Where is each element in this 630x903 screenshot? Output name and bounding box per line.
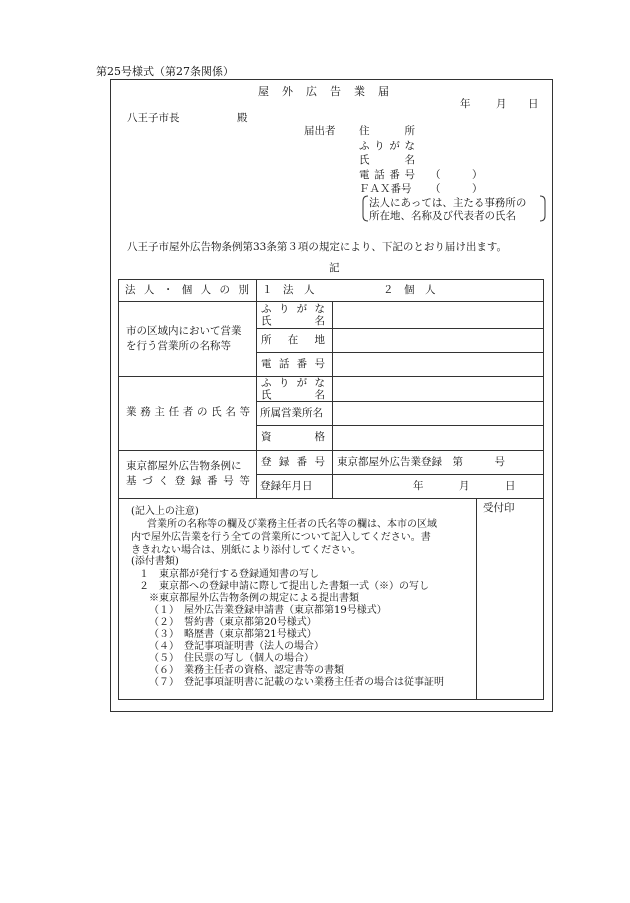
char: り xyxy=(278,377,290,389)
ki-label: 記 xyxy=(329,262,340,274)
address-label-char-2: 所 xyxy=(404,125,415,137)
char: 等 xyxy=(239,406,250,418)
char: の xyxy=(196,406,208,418)
phone-paren: （ ） xyxy=(430,169,483,181)
address-label xyxy=(359,126,415,137)
label-char: 個 xyxy=(181,284,193,296)
table-rule xyxy=(256,328,544,329)
declaration: 八王子市屋外広告物条例第33条第３項の規定により、下記のとおり届け出ます。 xyxy=(127,241,508,253)
char: な xyxy=(314,377,325,389)
notes-body-line-2: 内で屋外広告業を行う全ての営業所について記入してください。書 xyxy=(131,532,431,543)
char: 番 xyxy=(207,475,218,487)
office-label-line-1: 市の区域内において営業 xyxy=(126,325,242,337)
label-char: 人 xyxy=(143,284,155,296)
char: 資 xyxy=(261,431,272,443)
name-label xyxy=(359,155,415,166)
char: 所 xyxy=(261,334,272,346)
char: ふ xyxy=(261,377,272,389)
phone-label xyxy=(359,170,415,181)
char: が xyxy=(296,303,308,315)
registration-date-label: 登録年月日 xyxy=(260,480,313,492)
date-day-label: 日 xyxy=(528,98,539,110)
table-rule xyxy=(118,376,544,377)
char: 基 xyxy=(126,475,137,487)
char: 号 xyxy=(314,456,325,468)
office-name-label xyxy=(261,316,325,327)
registration-day: 日 xyxy=(505,480,516,492)
attachment-sub-item-4: （４） 登記事項証明書（法人の場合） xyxy=(149,641,324,652)
form-title: 屋 外 広 告 業 届 xyxy=(258,85,390,98)
attachment-sub-heading: ※東京都屋外広告物条例の規定による提出書類 xyxy=(149,593,359,604)
notes-body-line-3: ききれない場合は、別紙により添付してください。 xyxy=(131,545,361,556)
corporate-note-line-2: 所在地、名称及び代表者の氏名 xyxy=(369,210,516,222)
corp-individual-label xyxy=(125,285,249,296)
attachment-sub-item-3: （３） 略歴書（東京都第21号様式） xyxy=(149,629,317,640)
notes-body-line-1: 営業所の名称等の欄及び業務主任者の氏名等の欄は、本市の区域 xyxy=(147,519,437,530)
char: 務 xyxy=(140,406,151,418)
furigana-label xyxy=(359,141,415,152)
furigana-char-2: り xyxy=(374,140,385,152)
phone-char-1: 電 xyxy=(359,169,370,181)
char: づ xyxy=(142,475,153,487)
label-char: の xyxy=(219,284,231,296)
attachment-item-2: ２ 東京都への登録申請に際して提出した書類一式（※）の写し xyxy=(139,581,429,592)
option-individual: ２ 個 人 xyxy=(383,284,436,296)
char: く xyxy=(158,475,169,487)
char: り xyxy=(278,303,290,315)
char: が xyxy=(296,377,308,389)
char: 地 xyxy=(314,334,325,346)
attachment-sub-item-2: （２） 誓約書（東京都第20号様式） xyxy=(149,617,317,628)
char: 録 xyxy=(190,475,202,487)
addressee: 八王子市長 xyxy=(127,112,180,124)
registration-number-label xyxy=(261,457,325,468)
registration-year: 年 xyxy=(413,480,424,492)
table-rule xyxy=(256,352,544,353)
registration-label-line-1: 東京都屋外広告物条例に xyxy=(126,460,242,472)
manager-qualification-label xyxy=(261,432,325,443)
furigana-char-3: が xyxy=(389,140,400,152)
char: 号 xyxy=(223,475,234,487)
office-phone-label xyxy=(261,359,325,370)
table-rule-v xyxy=(476,498,477,700)
char: 主 xyxy=(154,406,165,418)
char: 号 xyxy=(314,358,325,370)
char: 電 xyxy=(261,358,272,370)
registration-month: 月 xyxy=(459,480,470,492)
name-label-char-1: 氏 xyxy=(359,154,370,166)
char: 任 xyxy=(168,406,180,418)
date-year-label: 年 xyxy=(460,98,471,110)
manager-name-label xyxy=(261,390,325,401)
furigana-char-4: な xyxy=(404,140,415,152)
char: 在 xyxy=(287,334,299,346)
char: 名 xyxy=(314,389,325,401)
label-char: 別 xyxy=(238,284,249,296)
char: 等 xyxy=(239,475,250,487)
table-rule xyxy=(256,401,544,402)
label-char: ・ xyxy=(162,284,174,296)
table-rule xyxy=(256,425,544,426)
label-char: 人 xyxy=(200,284,212,296)
table-rule xyxy=(256,474,544,475)
attachment-sub-item-1: （１） 屋外広告業登録申請書（東京都第19号様式） xyxy=(149,605,387,616)
registration-label-line-2 xyxy=(126,476,250,487)
attachment-item-1: １ 東京都が発行する登録通知書の写し xyxy=(139,569,319,580)
notes-heading: (記入上の注意) xyxy=(131,506,199,517)
char: 者 xyxy=(182,406,194,418)
applicant-label: 届出者 xyxy=(304,125,336,137)
char: 氏 xyxy=(261,315,272,327)
office-location-label xyxy=(261,335,325,346)
char: 登 xyxy=(261,456,272,468)
char: な xyxy=(314,303,325,315)
honorific: 殿 xyxy=(237,112,248,124)
manager-furigana-label xyxy=(261,378,325,389)
manager-label xyxy=(126,407,250,418)
char: 氏 xyxy=(261,389,272,401)
char: ふ xyxy=(261,303,272,315)
char: 話 xyxy=(278,358,290,370)
char: 名 xyxy=(314,315,325,327)
attachment-sub-item-6: （６） 業務主任者の資格、認定書等の書類 xyxy=(149,665,344,676)
fax-label: ＦＡＸ番号 xyxy=(359,183,412,195)
registration-number-value: 東京都屋外広告業登録 第 号 xyxy=(337,456,505,468)
name-label-char-2: 名 xyxy=(404,154,415,166)
attachment-sub-item-7: （７） 登記事項証明書に記載のない業務主任者の場合は従事証明 xyxy=(149,677,444,688)
char: 番 xyxy=(296,358,308,370)
option-corporation: １ 法 人 xyxy=(262,284,315,296)
fax-paren: （ ） xyxy=(430,183,483,195)
date-month-label: 月 xyxy=(496,98,507,110)
office-furigana-label xyxy=(261,304,325,315)
phone-char-3: 番 xyxy=(389,169,400,181)
furigana-char-1: ふ xyxy=(359,140,370,152)
table-rule xyxy=(118,498,544,499)
corporate-note-line-1: 法人にあっては、主たる事務所の xyxy=(369,197,527,209)
char: 氏 xyxy=(211,406,222,418)
table-rule-v xyxy=(256,279,257,498)
attachments-heading: (添付書類) xyxy=(131,556,179,567)
table-rule xyxy=(118,450,544,451)
char: 名 xyxy=(225,406,236,418)
char: 番 xyxy=(296,456,308,468)
manager-office-label: 所属営業所名 xyxy=(260,407,323,419)
stamp-label: 受付印 xyxy=(483,502,515,514)
char: 登 xyxy=(174,475,186,487)
address-label-char-1: 住 xyxy=(359,125,370,137)
table-rule-v xyxy=(332,301,333,498)
char: 録 xyxy=(278,456,290,468)
phone-char-2: 話 xyxy=(374,169,385,181)
form-number: 第25号様式（第27条関係） xyxy=(96,65,234,78)
char: 格 xyxy=(314,431,325,443)
phone-char-4: 号 xyxy=(404,169,415,181)
table-rule xyxy=(118,301,544,302)
office-label-line-2: を行う営業所の名称等 xyxy=(126,340,231,352)
label-char: 法 xyxy=(125,284,136,296)
char: 業 xyxy=(126,406,137,418)
attachment-sub-item-5: （５） 住民票の写し（個人の場合） xyxy=(149,653,314,664)
